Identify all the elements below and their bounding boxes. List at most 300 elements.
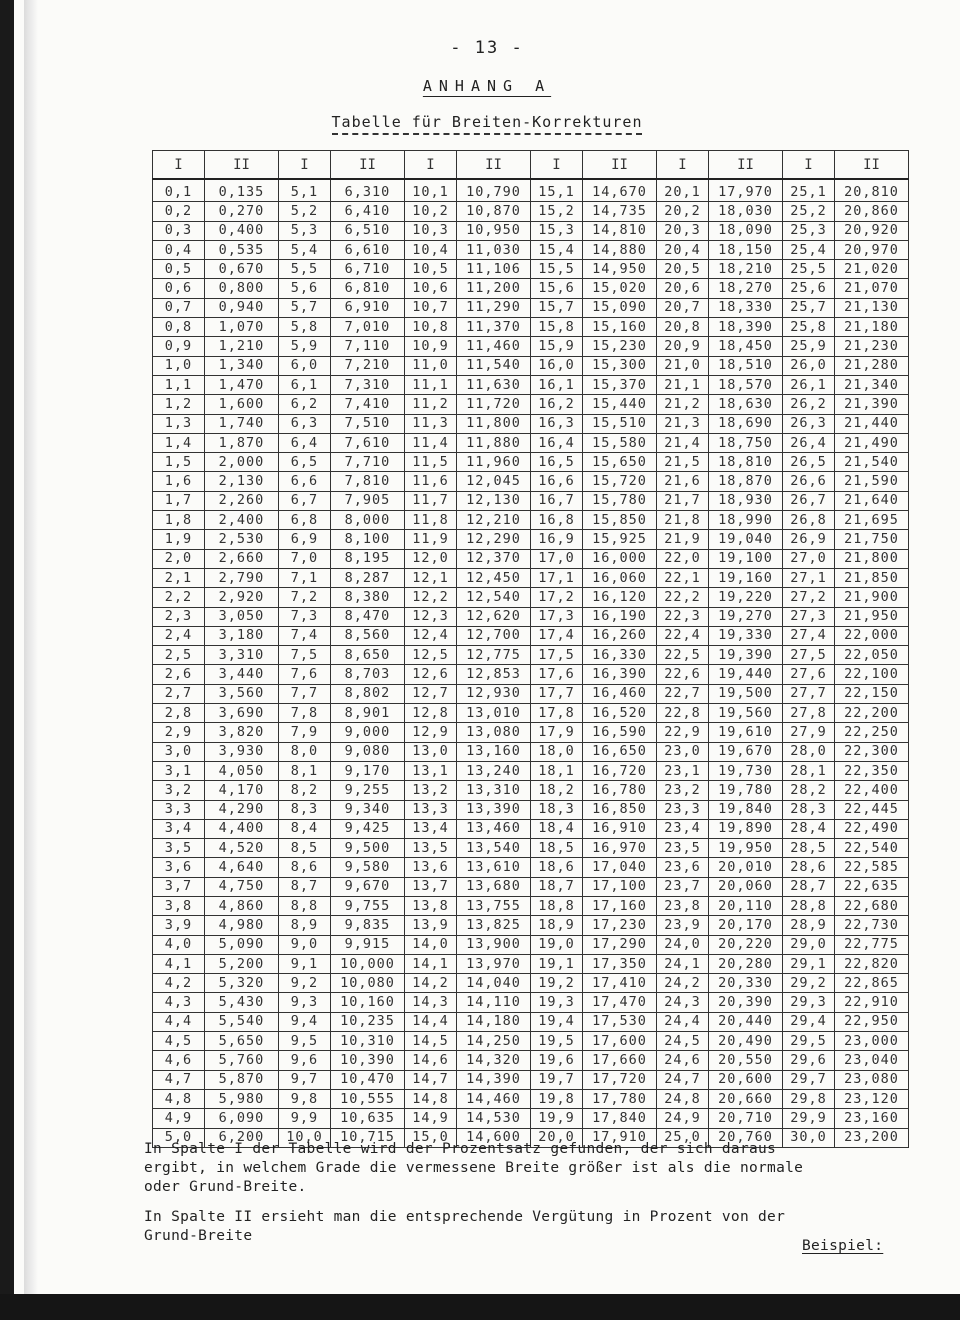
- cell-percent: 28,6: [783, 858, 835, 877]
- cell-percent: 27,0: [783, 549, 835, 568]
- cell-compensation: 8,901: [331, 704, 405, 723]
- cell-percent: 26,3: [783, 414, 835, 433]
- cell-compensation: 7,610: [331, 433, 405, 452]
- cell-percent: 4,5: [153, 1032, 205, 1051]
- cell-percent: 20,1: [657, 179, 709, 202]
- cell-percent: 1,6: [153, 472, 205, 491]
- table-row: [153, 337, 909, 356]
- cell-percent: 7,8: [279, 704, 331, 723]
- cell-compensation: 22,820: [835, 954, 909, 973]
- cell-percent: 25,9: [783, 337, 835, 356]
- cell-percent: 21,3: [657, 414, 709, 433]
- cell-compensation: 22,775: [835, 935, 909, 954]
- cell-compensation: 10,390: [331, 1051, 405, 1070]
- column-header: I: [783, 151, 835, 180]
- cell-percent: 29,7: [783, 1070, 835, 1089]
- cell-compensation: 15,580: [583, 433, 657, 452]
- cell-percent: 28,1: [783, 761, 835, 780]
- cell-percent: 8,5: [279, 839, 331, 858]
- cell-percent: 22,5: [657, 646, 709, 665]
- cell-percent: 29,2: [783, 974, 835, 993]
- cell-compensation: 19,160: [709, 568, 783, 587]
- cell-compensation: 1,740: [205, 414, 279, 433]
- table-row: [153, 279, 909, 298]
- cell-percent: 4,8: [153, 1089, 205, 1108]
- table-row: [153, 858, 909, 877]
- cell-percent: 17,9: [531, 723, 583, 742]
- table-row: [153, 395, 909, 414]
- cell-compensation: 21,340: [835, 375, 909, 394]
- cell-compensation: 13,460: [457, 819, 531, 838]
- cell-percent: 25,3: [783, 221, 835, 240]
- cell-percent: 13,4: [405, 819, 457, 838]
- cell-percent: 17,8: [531, 704, 583, 723]
- cell-percent: 29,6: [783, 1051, 835, 1070]
- cell-compensation: 12,370: [457, 549, 531, 568]
- cell-compensation: 18,690: [709, 414, 783, 433]
- cell-percent: 28,5: [783, 839, 835, 858]
- cell-compensation: 12,775: [457, 646, 531, 665]
- cell-percent: 17,5: [531, 646, 583, 665]
- cell-compensation: 14,110: [457, 993, 531, 1012]
- cell-percent: 3,4: [153, 819, 205, 838]
- table-row: [153, 491, 909, 510]
- cell-percent: 23,3: [657, 800, 709, 819]
- table-row: [153, 781, 909, 800]
- cell-percent: 0,5: [153, 260, 205, 279]
- cell-compensation: 9,170: [331, 761, 405, 780]
- cell-percent: 12,7: [405, 684, 457, 703]
- cell-percent: 1,5: [153, 453, 205, 472]
- cell-compensation: 3,820: [205, 723, 279, 742]
- cell-compensation: 7,710: [331, 453, 405, 472]
- cell-percent: 24,6: [657, 1051, 709, 1070]
- cell-compensation: 21,490: [835, 433, 909, 452]
- cell-percent: 27,4: [783, 626, 835, 645]
- cell-percent: 22,6: [657, 665, 709, 684]
- cell-compensation: 8,560: [331, 626, 405, 645]
- cell-compensation: 9,080: [331, 742, 405, 761]
- cell-compensation: 19,840: [709, 800, 783, 819]
- cell-compensation: 23,040: [835, 1051, 909, 1070]
- cell-compensation: 15,160: [583, 318, 657, 337]
- cell-percent: 13,2: [405, 781, 457, 800]
- cell-percent: 1,3: [153, 414, 205, 433]
- cell-compensation: 11,540: [457, 356, 531, 375]
- cell-percent: 1,9: [153, 530, 205, 549]
- cell-compensation: 19,950: [709, 839, 783, 858]
- cell-compensation: 17,910: [583, 1128, 657, 1147]
- cell-compensation: 18,330: [709, 298, 783, 317]
- table-row: [153, 1109, 909, 1128]
- cell-compensation: 21,440: [835, 414, 909, 433]
- cell-compensation: 7,110: [331, 337, 405, 356]
- cell-compensation: 22,200: [835, 704, 909, 723]
- cell-compensation: 18,150: [709, 240, 783, 259]
- cell-percent: 1,7: [153, 491, 205, 510]
- cell-percent: 27,9: [783, 723, 835, 742]
- cell-compensation: 16,190: [583, 607, 657, 626]
- cell-compensation: 19,270: [709, 607, 783, 626]
- cell-compensation: 8,802: [331, 684, 405, 703]
- cell-percent: 26,0: [783, 356, 835, 375]
- page-binding-edge: [24, 0, 38, 1294]
- cell-compensation: 10,080: [331, 974, 405, 993]
- cell-percent: 16,4: [531, 433, 583, 452]
- cell-compensation: 17,160: [583, 896, 657, 915]
- cell-percent: 10,6: [405, 279, 457, 298]
- table-row: [153, 318, 909, 337]
- cell-percent: 2,9: [153, 723, 205, 742]
- cell-compensation: 21,180: [835, 318, 909, 337]
- cell-compensation: 18,450: [709, 337, 783, 356]
- cell-compensation: 10,470: [331, 1070, 405, 1089]
- cell-compensation: 18,750: [709, 433, 783, 452]
- cell-compensation: 22,540: [835, 839, 909, 858]
- cell-percent: 25,0: [657, 1128, 709, 1147]
- cell-compensation: 19,040: [709, 530, 783, 549]
- cell-percent: 10,7: [405, 298, 457, 317]
- cell-percent: 22,8: [657, 704, 709, 723]
- table-row: [153, 453, 909, 472]
- cell-percent: 11,2: [405, 395, 457, 414]
- cell-compensation: 12,045: [457, 472, 531, 491]
- cell-compensation: 13,240: [457, 761, 531, 780]
- cell-compensation: 17,970: [709, 179, 783, 202]
- cell-compensation: 18,390: [709, 318, 783, 337]
- cell-compensation: 16,850: [583, 800, 657, 819]
- cell-compensation: 19,440: [709, 665, 783, 684]
- cell-compensation: 9,255: [331, 781, 405, 800]
- cell-percent: 22,7: [657, 684, 709, 703]
- cell-compensation: 20,280: [709, 954, 783, 973]
- cell-compensation: 22,250: [835, 723, 909, 742]
- cell-percent: 10,5: [405, 260, 457, 279]
- table-header-row: [153, 151, 909, 180]
- cell-compensation: 2,260: [205, 491, 279, 510]
- cell-percent: 5,8: [279, 318, 331, 337]
- cell-percent: 5,7: [279, 298, 331, 317]
- cell-compensation: 15,020: [583, 279, 657, 298]
- table-row: [153, 993, 909, 1012]
- cell-percent: 16,6: [531, 472, 583, 491]
- cell-compensation: 5,760: [205, 1051, 279, 1070]
- cell-percent: 28,4: [783, 819, 835, 838]
- table-row: [153, 221, 909, 240]
- cell-percent: 9,3: [279, 993, 331, 1012]
- cell-compensation: 7,905: [331, 491, 405, 510]
- cell-percent: 5,9: [279, 337, 331, 356]
- cell-compensation: 8,470: [331, 607, 405, 626]
- cell-compensation: 10,160: [331, 993, 405, 1012]
- cell-percent: 16,9: [531, 530, 583, 549]
- cell-compensation: 20,010: [709, 858, 783, 877]
- cell-percent: 15,1: [531, 179, 583, 202]
- cell-percent: 24,3: [657, 993, 709, 1012]
- table-row: [153, 414, 909, 433]
- table-row: [153, 935, 909, 954]
- cell-compensation: 5,540: [205, 1012, 279, 1031]
- table-row: [153, 800, 909, 819]
- cell-compensation: 11,290: [457, 298, 531, 317]
- cell-percent: 19,2: [531, 974, 583, 993]
- cell-percent: 12,1: [405, 568, 457, 587]
- cell-percent: 6,7: [279, 491, 331, 510]
- cell-percent: 20,0: [531, 1128, 583, 1147]
- cell-percent: 25,4: [783, 240, 835, 259]
- table-row: [153, 472, 909, 491]
- cell-percent: 12,9: [405, 723, 457, 742]
- cell-percent: 7,4: [279, 626, 331, 645]
- cell-percent: 26,9: [783, 530, 835, 549]
- cell-compensation: 5,200: [205, 954, 279, 973]
- cell-percent: 10,9: [405, 337, 457, 356]
- cell-percent: 0,3: [153, 221, 205, 240]
- cell-compensation: 21,390: [835, 395, 909, 414]
- cell-compensation: 20,710: [709, 1109, 783, 1128]
- cell-percent: 9,5: [279, 1032, 331, 1051]
- cell-percent: 18,9: [531, 916, 583, 935]
- cell-compensation: 14,460: [457, 1089, 531, 1108]
- cell-percent: 19,4: [531, 1012, 583, 1031]
- cell-percent: 18,7: [531, 877, 583, 896]
- cell-compensation: 16,910: [583, 819, 657, 838]
- cell-percent: 19,6: [531, 1051, 583, 1070]
- cell-compensation: 1,340: [205, 356, 279, 375]
- cell-compensation: 12,290: [457, 530, 531, 549]
- cell-compensation: 21,280: [835, 356, 909, 375]
- cell-compensation: 22,730: [835, 916, 909, 935]
- cell-compensation: 14,670: [583, 179, 657, 202]
- cell-percent: 20,9: [657, 337, 709, 356]
- cell-compensation: 16,720: [583, 761, 657, 780]
- cell-percent: 0,8: [153, 318, 205, 337]
- cell-percent: 25,2: [783, 202, 835, 221]
- cell-percent: 10,8: [405, 318, 457, 337]
- cell-compensation: 21,070: [835, 279, 909, 298]
- cell-compensation: 20,330: [709, 974, 783, 993]
- cell-compensation: 15,850: [583, 511, 657, 530]
- cell-percent: 12,3: [405, 607, 457, 626]
- cell-percent: 13,9: [405, 916, 457, 935]
- cell-compensation: 10,715: [331, 1128, 405, 1147]
- cell-compensation: 9,425: [331, 819, 405, 838]
- cell-percent: 12,2: [405, 588, 457, 607]
- cell-compensation: 22,950: [835, 1012, 909, 1031]
- cell-compensation: 12,853: [457, 665, 531, 684]
- table-row: [153, 896, 909, 915]
- cell-percent: 26,5: [783, 453, 835, 472]
- cell-compensation: 4,050: [205, 761, 279, 780]
- table-row: [153, 646, 909, 665]
- cell-percent: 22,2: [657, 588, 709, 607]
- cell-compensation: 13,755: [457, 896, 531, 915]
- correction-table: [152, 150, 909, 1148]
- correction-table-container: [152, 150, 906, 1148]
- cell-percent: 8,6: [279, 858, 331, 877]
- cell-percent: 28,3: [783, 800, 835, 819]
- cell-compensation: 12,540: [457, 588, 531, 607]
- cell-compensation: 1,600: [205, 395, 279, 414]
- cell-compensation: 19,220: [709, 588, 783, 607]
- cell-compensation: 18,990: [709, 511, 783, 530]
- cell-percent: 15,9: [531, 337, 583, 356]
- cell-percent: 17,3: [531, 607, 583, 626]
- cell-compensation: 19,390: [709, 646, 783, 665]
- cell-compensation: 7,510: [331, 414, 405, 433]
- cell-compensation: 11,630: [457, 375, 531, 394]
- cell-percent: 20,4: [657, 240, 709, 259]
- cell-percent: 13,1: [405, 761, 457, 780]
- page-number: - 13 -: [450, 38, 524, 58]
- cell-percent: 14,9: [405, 1109, 457, 1128]
- cell-compensation: 17,040: [583, 858, 657, 877]
- column-header: II: [457, 151, 531, 180]
- cell-percent: 6,9: [279, 530, 331, 549]
- cell-percent: 28,2: [783, 781, 835, 800]
- cell-compensation: 14,530: [457, 1109, 531, 1128]
- cell-compensation: 15,720: [583, 472, 657, 491]
- cell-compensation: 20,110: [709, 896, 783, 915]
- cell-percent: 11,0: [405, 356, 457, 375]
- table-body: [153, 179, 909, 1147]
- cell-percent: 9,6: [279, 1051, 331, 1070]
- cell-percent: 28,8: [783, 896, 835, 915]
- cell-compensation: 15,440: [583, 395, 657, 414]
- cell-percent: 0,7: [153, 298, 205, 317]
- cell-percent: 22,0: [657, 549, 709, 568]
- cell-compensation: 22,100: [835, 665, 909, 684]
- cell-compensation: 19,500: [709, 684, 783, 703]
- cell-compensation: 12,210: [457, 511, 531, 530]
- cell-percent: 10,3: [405, 221, 457, 240]
- cell-percent: 15,0: [405, 1128, 457, 1147]
- cell-compensation: 8,380: [331, 588, 405, 607]
- cell-compensation: 23,000: [835, 1032, 909, 1051]
- cell-percent: 23,2: [657, 781, 709, 800]
- cell-compensation: 22,585: [835, 858, 909, 877]
- cell-compensation: 2,400: [205, 511, 279, 530]
- cell-compensation: 13,900: [457, 935, 531, 954]
- cell-compensation: 16,260: [583, 626, 657, 645]
- cell-compensation: 11,960: [457, 453, 531, 472]
- cell-compensation: 7,210: [331, 356, 405, 375]
- cell-percent: 7,7: [279, 684, 331, 703]
- cell-percent: 14,5: [405, 1032, 457, 1051]
- cell-percent: 20,7: [657, 298, 709, 317]
- cell-percent: 20,3: [657, 221, 709, 240]
- cell-compensation: 22,865: [835, 974, 909, 993]
- cell-percent: 5,5: [279, 260, 331, 279]
- cell-percent: 14,6: [405, 1051, 457, 1070]
- table-title: [14, 113, 960, 131]
- cell-compensation: 21,230: [835, 337, 909, 356]
- cell-compensation: 10,635: [331, 1109, 405, 1128]
- cell-compensation: 5,090: [205, 935, 279, 954]
- cell-compensation: 17,470: [583, 993, 657, 1012]
- cell-percent: 29,3: [783, 993, 835, 1012]
- cell-compensation: 14,390: [457, 1070, 531, 1089]
- cell-percent: 26,4: [783, 433, 835, 452]
- cell-compensation: 14,950: [583, 260, 657, 279]
- cell-compensation: 10,310: [331, 1032, 405, 1051]
- cell-compensation: 18,870: [709, 472, 783, 491]
- cell-compensation: 9,580: [331, 858, 405, 877]
- table-title-text: Tabelle für Breiten-Korrekturen: [332, 113, 643, 135]
- table-row: [153, 588, 909, 607]
- cell-percent: 25,7: [783, 298, 835, 317]
- column-header: I: [405, 151, 457, 180]
- cell-compensation: 3,440: [205, 665, 279, 684]
- cell-compensation: 20,920: [835, 221, 909, 240]
- cell-compensation: 22,000: [835, 626, 909, 645]
- cell-compensation: 18,090: [709, 221, 783, 240]
- cell-percent: 11,1: [405, 375, 457, 394]
- cell-percent: 15,7: [531, 298, 583, 317]
- cell-percent: 26,1: [783, 375, 835, 394]
- table-row: [153, 530, 909, 549]
- cell-percent: 20,2: [657, 202, 709, 221]
- cell-percent: 24,5: [657, 1032, 709, 1051]
- cell-percent: 4,9: [153, 1109, 205, 1128]
- cell-compensation: 7,410: [331, 395, 405, 414]
- cell-compensation: 17,230: [583, 916, 657, 935]
- cell-compensation: 13,540: [457, 839, 531, 858]
- cell-percent: 10,0: [279, 1128, 331, 1147]
- cell-percent: 13,7: [405, 877, 457, 896]
- cell-compensation: 2,000: [205, 453, 279, 472]
- annex-heading-text: ANHANG A: [422, 77, 552, 95]
- table-row: [153, 877, 909, 896]
- table-row: [153, 375, 909, 394]
- cell-percent: 13,0: [405, 742, 457, 761]
- cell-compensation: 13,310: [457, 781, 531, 800]
- cell-percent: 17,0: [531, 549, 583, 568]
- cell-compensation: 6,710: [331, 260, 405, 279]
- cell-percent: 2,8: [153, 704, 205, 723]
- cell-compensation: 8,100: [331, 530, 405, 549]
- cell-percent: 15,8: [531, 318, 583, 337]
- cell-compensation: 18,570: [709, 375, 783, 394]
- table-row: [153, 1032, 909, 1051]
- cell-percent: 28,0: [783, 742, 835, 761]
- cell-percent: 11,3: [405, 414, 457, 433]
- cell-compensation: 20,060: [709, 877, 783, 896]
- cell-compensation: 16,460: [583, 684, 657, 703]
- cell-percent: 2,5: [153, 646, 205, 665]
- cell-percent: 17,4: [531, 626, 583, 645]
- cell-compensation: 12,700: [457, 626, 531, 645]
- cell-compensation: 21,020: [835, 260, 909, 279]
- cell-compensation: 22,635: [835, 877, 909, 896]
- cell-compensation: 0,400: [205, 221, 279, 240]
- cell-compensation: 11,106: [457, 260, 531, 279]
- cell-compensation: 21,695: [835, 511, 909, 530]
- cell-compensation: 12,620: [457, 607, 531, 626]
- cell-percent: 14,1: [405, 954, 457, 973]
- cell-percent: 2,4: [153, 626, 205, 645]
- cell-compensation: 18,270: [709, 279, 783, 298]
- cell-compensation: 22,445: [835, 800, 909, 819]
- cell-compensation: 10,235: [331, 1012, 405, 1031]
- cell-compensation: 9,500: [331, 839, 405, 858]
- cell-compensation: 14,735: [583, 202, 657, 221]
- cell-percent: 14,7: [405, 1070, 457, 1089]
- cell-compensation: 9,340: [331, 800, 405, 819]
- column-header: II: [583, 151, 657, 180]
- cell-compensation: 18,210: [709, 260, 783, 279]
- cell-compensation: 17,530: [583, 1012, 657, 1031]
